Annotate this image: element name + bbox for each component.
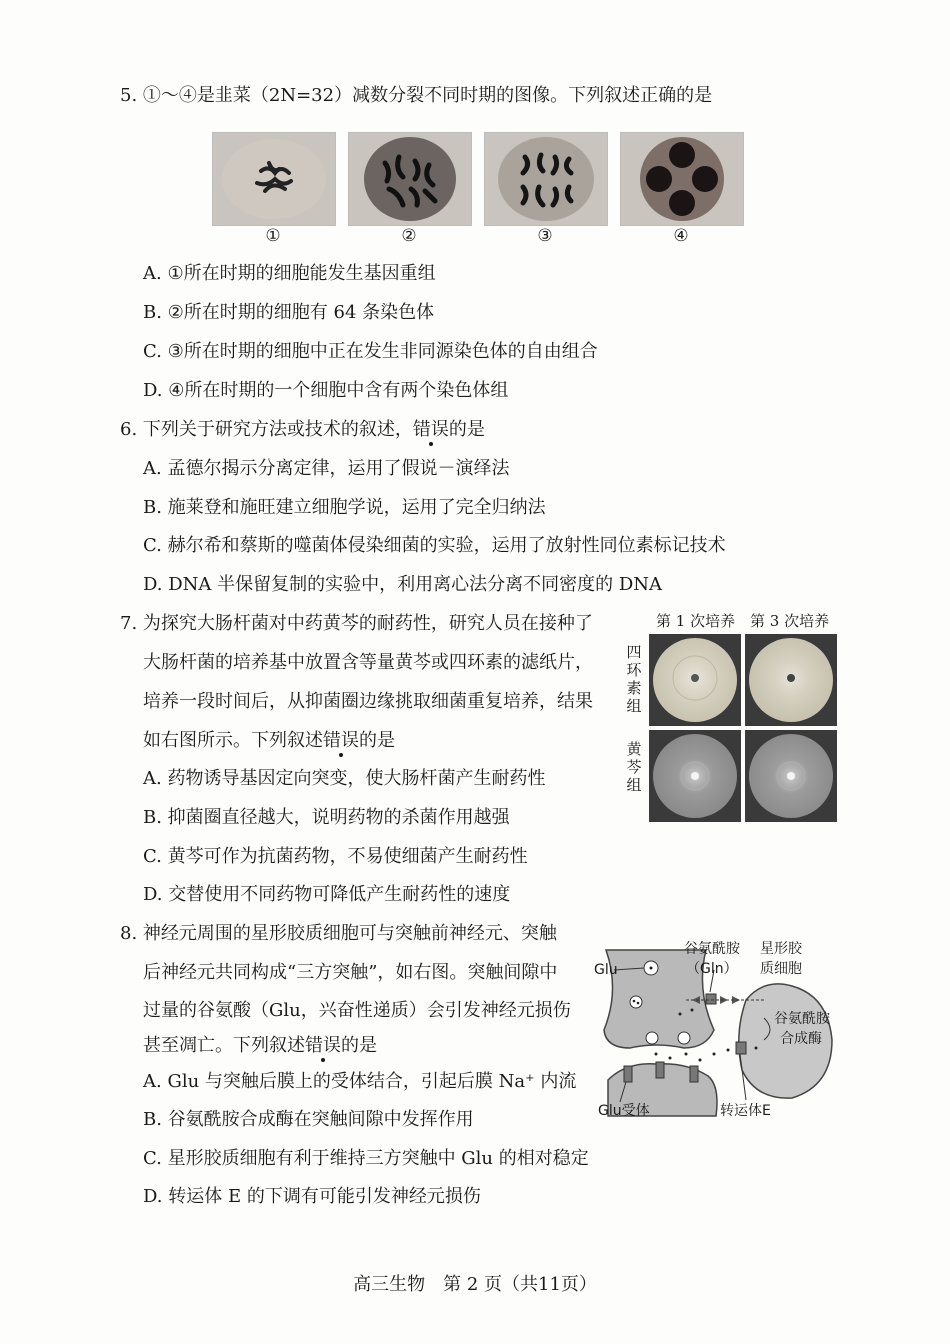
chromosome-cluster-icon (213, 133, 335, 225)
vesicle-icon (678, 1032, 690, 1044)
cell-label-1: ① (265, 226, 281, 246)
filter-disc-icon (649, 730, 741, 822)
glu-receptor-icon (656, 1062, 664, 1078)
page-footer: 高三生物 第 2 页（共11页） (353, 1274, 597, 1295)
tetrad-cell-icon (621, 133, 743, 225)
q5-option-a: A. ①所在时期的细胞能发生基因重组 (143, 263, 436, 284)
q8-stem-text: 甚至凋亡。下列叙述 (143, 1035, 305, 1056)
cell-image-2 (348, 132, 472, 226)
q6-emphasis: 错误 (412, 419, 449, 440)
plate-col-header-2: 第 3 次培养 (750, 612, 830, 630)
q5-option-b: B. ②所在时期的细胞有 64 条染色体 (143, 302, 435, 323)
plate-scutellaria-3 (745, 730, 837, 822)
diagram-label-transporter: 转运体E (720, 1103, 771, 1119)
q5-option-d: D. ④所在时期的一个细胞中含有两个染色体组 (143, 380, 509, 401)
q8-stem-end: 的是 (341, 1035, 377, 1056)
vesicle-icon (646, 1032, 658, 1044)
diagram-label-receptor: Glu受体 (598, 1103, 650, 1119)
q8-option-c: C. 星形胶质细胞有利于维持三方突触中 Glu 的相对稳定 (143, 1148, 589, 1169)
plate-col-header-1: 第 1 次培养 (656, 612, 736, 630)
diagram-label-gln-2: （Gln） (686, 961, 738, 977)
telophase-cell-icon (485, 133, 607, 225)
q6-stem-text: 6. 下列关于研究方法或技术的叙述， (120, 419, 413, 440)
cell-label-2: ② (401, 226, 417, 246)
cell-image-3 (484, 132, 608, 226)
filter-disc-icon (649, 634, 741, 726)
glu-receptor-icon (690, 1066, 698, 1082)
diagram-label-astrocyte-1: 星形胶 (760, 941, 802, 957)
filter-disc-icon (745, 730, 837, 822)
q5-stem: 5. ①～④是韭菜（2N=32）减数分裂不同时期的图像。下列叙述正确的是 (120, 85, 713, 106)
plate-scutellaria-1 (649, 730, 741, 822)
q8-stem-line-3: 过量的谷氨酸（Glu，兴奋性递质）会引发神经元损伤 (143, 1000, 571, 1021)
q8-stem-line-2: 后神经元共同构成“三方突触”，如右图。突触间隙中 (143, 962, 558, 983)
cell-label-4: ④ (673, 226, 689, 246)
plate-tetracycline-1 (649, 634, 741, 726)
q6-option-a: A. 孟德尔揭示分离定律，运用了假说－演绎法 (143, 458, 510, 479)
q8-option-a: A. Glu 与突触后膜上的受体结合，引起后膜 Na⁺ 内流 (143, 1071, 577, 1092)
q7-option-d: D. 交替使用不同药物可降低产生耐药性的速度 (143, 884, 511, 905)
q6-stem-end: 的是 (448, 419, 485, 440)
transporter-e-icon (736, 1042, 746, 1054)
q7-emphasis: 错误 (323, 730, 359, 751)
filter-disc-icon (745, 634, 837, 726)
diagram-label-glu: Glu (594, 962, 618, 978)
diagram-label-enzyme-2: 合成酶 (780, 1031, 822, 1047)
q6-stem (120, 418, 485, 442)
plate-row-header-1: 四环素组 (626, 643, 642, 715)
q7-stem-text: 如右图所示。下列叙述 (143, 730, 323, 751)
q7-stem-end: 的是 (359, 730, 395, 751)
plate-row-header-2: 黄芩组 (626, 740, 642, 794)
q5-option-c: C. ③所在时期的细胞中正在发生非同源染色体的自由组合 (143, 341, 598, 362)
diagram-label-enzyme-1: 谷氨酰胺 (774, 1011, 830, 1027)
q7-option-a: A. 药物诱导基因定向突变，使大肠杆菌产生耐药性 (143, 768, 546, 789)
q8-stem-line-1: 8. 神经元周围的星形胶质细胞可与突触前神经元、突触 (120, 923, 557, 944)
q6-option-d: D. DNA 半保留复制的实验中，利用离心法分离不同密度的 DNA (143, 574, 663, 595)
q6-option-b: B. 施莱登和施旺建立细胞学说，运用了完全归纳法 (143, 497, 546, 518)
q8-option-d: D. 转运体 E 的下调有可能引发神经元损伤 (143, 1186, 481, 1207)
gln-transporter-icon (706, 994, 716, 1004)
q7-stem-line-2: 大肠杆菌的培养基中放置含等量黄芩或四环素的滤纸片， (143, 652, 593, 673)
q8-option-b: B. 谷氨酰胺合成酶在突触间隙中发挥作用 (143, 1109, 474, 1130)
cell-image-4 (620, 132, 744, 226)
glu-receptor-icon (624, 1066, 632, 1082)
q7-stem-line-1: 7. 为探究大肠杆菌对中药黄芩的耐药性，研究人员在接种了 (120, 613, 593, 634)
q7-stem-line-4 (143, 729, 395, 753)
cell-label-3: ③ (537, 226, 553, 246)
q6-option-c: C. 赫尔希和蔡斯的噬菌体侵染细菌的实验，运用了放射性同位素标记技术 (143, 535, 726, 556)
diagram-label-astrocyte-2: 质细胞 (760, 961, 802, 977)
q7-option-b: B. 抑菌圈直径越大，说明药物的杀菌作用越强 (143, 807, 510, 828)
q8-stem-line-4 (143, 1034, 377, 1058)
q8-emphasis: 错误 (305, 1035, 341, 1056)
diagram-label-gln-1: 谷氨酰胺 (684, 941, 740, 957)
metaphase-cell-icon (349, 133, 471, 225)
vesicle-icon (630, 996, 642, 1008)
q7-option-c: C. 黄芩可作为抗菌药物，不易使细菌产生耐药性 (143, 846, 528, 867)
q7-stem-line-3: 培养一段时间后，从抑菌圈边缘挑取细菌重复培养，结果 (143, 691, 593, 712)
plate-tetracycline-3 (745, 634, 837, 726)
cell-image-1 (212, 132, 336, 226)
